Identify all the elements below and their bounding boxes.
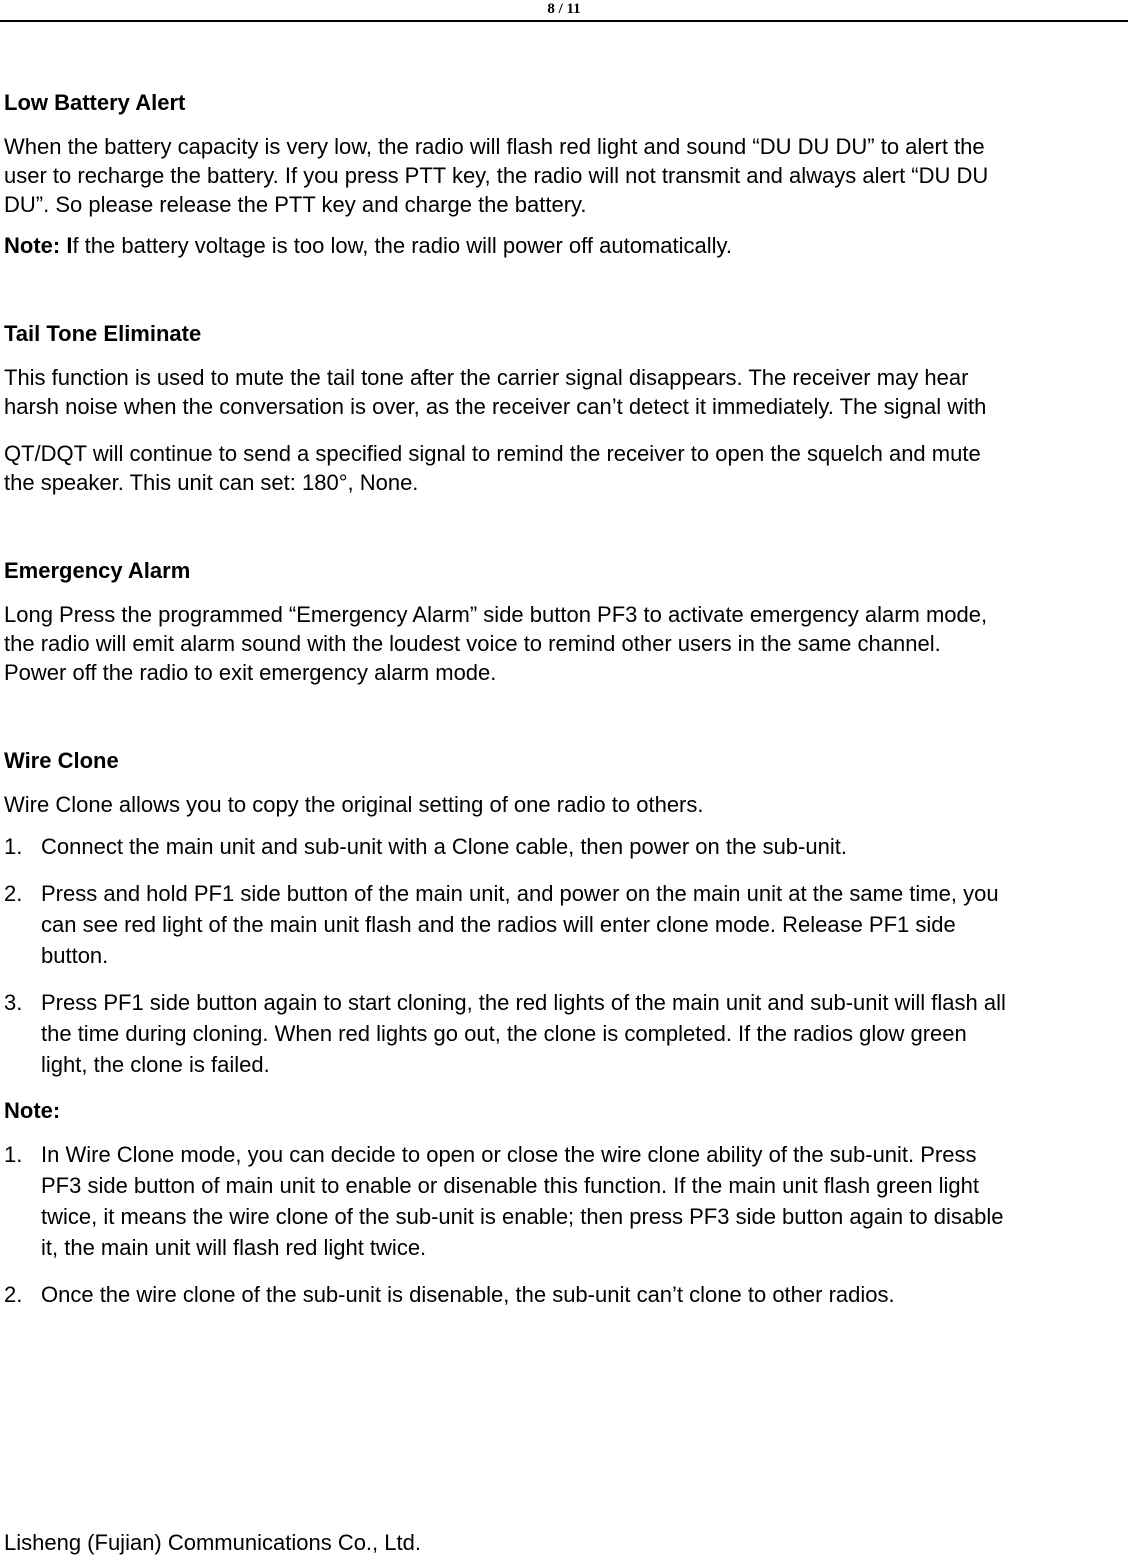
list-number: 2. [4, 1282, 23, 1307]
section-spacer [4, 509, 1128, 556]
text-line: Power off the radio to exit emergency alarm mode. [4, 660, 497, 685]
low-battery-paragraph [4, 132, 1128, 219]
text-line: it, the main unit will flash red light twice. [41, 1235, 427, 1260]
section-wire-clone [4, 746, 1128, 1310]
tail-tone-paragraph [4, 363, 1128, 497]
text-line: can see red light of the main unit flash and the radios will enter clone mode. Release PF1 side [41, 912, 956, 937]
note-heading: Note: [4, 1098, 61, 1123]
text-line: QT/DQT will continue to send a specified signal to remind the receiver to open the squelch and mute [4, 441, 981, 466]
text-line: Press and hold PF1 side button of the main unit, and power on the main unit at the same time, you [41, 881, 999, 906]
text-line: harsh noise when the conversation is over, as the receiver can’t detect it immediately. The signal with [4, 394, 987, 419]
text-line: This function is used to mute the tail tone after the carrier signal disappears. The receiver may hear [4, 365, 969, 390]
list-number: 1. [4, 834, 23, 859]
text-line: Once the wire clone of the sub-unit is disenable, the sub-unit can’t clone to other radios. [41, 1282, 895, 1307]
section-heading: Emergency Alarm [4, 558, 191, 583]
section-heading: Low Battery Alert [4, 90, 186, 115]
text-line: the speaker. This unit can set: 180°, None. [4, 470, 419, 495]
low-battery-note [4, 231, 1128, 260]
note-text: f the battery voltage is too low, the radio will power off automatically. [72, 233, 732, 258]
section-spacer [4, 699, 1128, 746]
list-item [4, 878, 1128, 971]
list-item [4, 1279, 1128, 1310]
list-item [4, 1139, 1128, 1263]
text-line: the time during cloning. When red lights go out, the clone is completed. If the radios glow green [41, 1021, 967, 1046]
section-low-battery-alert [4, 88, 1128, 260]
text-line: Connect the main unit and sub-unit with a Clone cable, then power on the sub-unit. [41, 834, 847, 859]
text-line: Long Press the programmed “Emergency Alarm” side button PF3 to activate emergency alarm mode, [4, 602, 988, 627]
text-line: user to recharge the battery. If you press PTT key, the radio will not transmit and always alert “DU DU [4, 163, 989, 188]
text-line: PF3 side button of main unit to enable or disenable this function. If the main unit flash green light [41, 1173, 980, 1198]
list-item [4, 987, 1128, 1080]
wire-clone-notes [4, 1139, 1128, 1310]
wire-clone-steps [4, 831, 1128, 1080]
page-footer: Lisheng (Fujian) Communications Co., Ltd. [4, 1530, 421, 1555]
text-line: In Wire Clone mode, you can decide to open or close the wire clone ability of the sub-unit. Press [41, 1142, 977, 1167]
text-line: button. [41, 943, 109, 968]
list-number: 1. [4, 1142, 23, 1167]
section-emergency-alarm [4, 556, 1128, 687]
document-body [4, 88, 1128, 1326]
page-number: 8 / 11 [0, 0, 1128, 22]
text-line: DU”. So please release the PTT key and charge the battery. [4, 192, 587, 217]
note-label: Note: I [4, 233, 73, 258]
text-line: When the battery capacity is very low, the radio will flash red light and sound “DU DU DU” to alert the [4, 134, 985, 159]
section-heading: Wire Clone [4, 748, 119, 773]
text-line: Press PF1 side button again to start cloning, the red lights of the main unit and sub-unit will flash all [41, 990, 1006, 1015]
list-number: 2. [4, 881, 23, 906]
text-line: the radio will emit alarm sound with the loudest voice to remind other users in the same channel. [4, 631, 941, 656]
section-tail-tone-eliminate [4, 319, 1128, 497]
section-spacer [4, 272, 1128, 319]
wire-clone-intro: Wire Clone allows you to copy the original setting of one radio to others. [4, 792, 704, 817]
list-item [4, 831, 1128, 862]
section-heading: Tail Tone Eliminate [4, 321, 202, 346]
emergency-paragraph [4, 600, 1128, 687]
text-line: twice, it means the wire clone of the sub-unit is enable; then press PF3 side button again to disable [41, 1204, 1004, 1229]
text-line: light, the clone is failed. [41, 1052, 270, 1077]
list-number: 3. [4, 990, 23, 1015]
